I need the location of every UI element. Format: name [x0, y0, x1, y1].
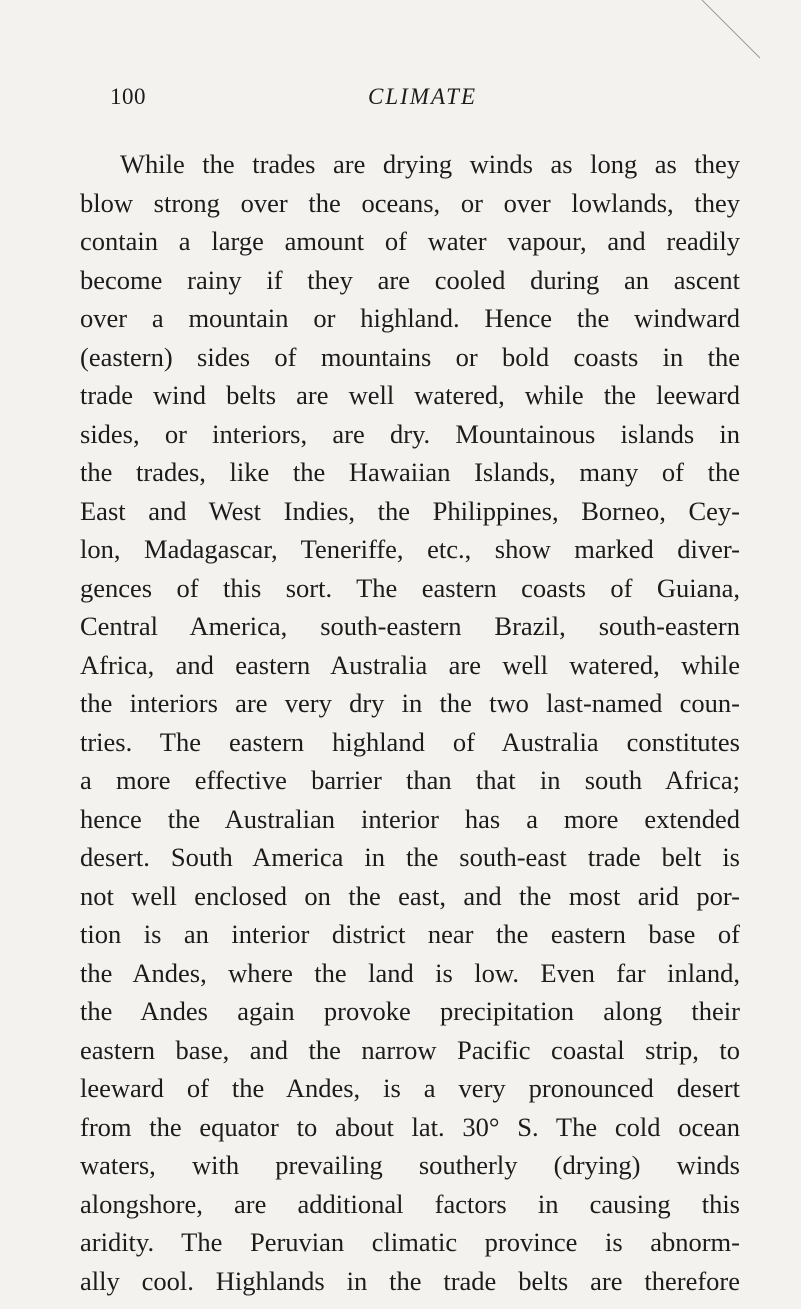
text-line: from the equator to about lat. 30° S. The cold ocean	[80, 1111, 740, 1142]
text-line: While the trades are drying winds as long as they	[120, 149, 740, 179]
text-line: over a mountain or highland. Hence the windward	[80, 303, 740, 333]
text-line: alongshore, are additional factors in causing this	[80, 1188, 740, 1219]
text-line: contain a large amount of water vapour, and readily	[80, 226, 740, 256]
page-header	[110, 84, 740, 114]
text-line: ally cool. Highlands in the trade belts are therefore	[80, 1265, 740, 1296]
text-line: desert. South America in the south-east trade belt is	[80, 842, 740, 872]
text-line: eastern base, and the narrow Pacific coastal strip, to	[80, 1034, 740, 1065]
page-number: 100	[110, 84, 146, 109]
text-line: tries. The eastern highland of Australia constitutes	[80, 726, 740, 757]
text-line: East and West Indies, the Philippines, Borneo, Cey-	[80, 495, 740, 526]
text-line: sides, or interiors, are dry. Mountainous islands in	[80, 418, 740, 449]
page-corner-fold-line	[690, 0, 800, 60]
text-line: Africa, and eastern Australia are well watered, while	[80, 649, 740, 680]
text-line: the interiors are very dry in the two last-named coun-	[80, 688, 740, 718]
text-line: the trades, like the Hawaiian Islands, many of the	[80, 457, 740, 487]
text-line: gences of this sort. The eastern coasts of Guiana,	[80, 572, 740, 603]
text-line: blow strong over the oceans, or over lowlands, they	[80, 187, 740, 218]
text-line: leeward of the Andes, is a very pronounced desert	[80, 1073, 740, 1103]
text-line: lon, Madagascar, Teneriffe, etc., show marked diver-	[80, 534, 740, 564]
body-paragraph	[80, 145, 740, 1300]
running-title: CLIMATE	[368, 84, 477, 109]
text-line: become rainy if they are cooled during an ascent	[80, 264, 740, 295]
text-line: the Andes again provoke precipitation along their	[80, 996, 740, 1026]
text-line: hence the Australian interior has a more extended	[80, 803, 740, 834]
text-line: (eastern) sides of mountains or bold coasts in the	[80, 341, 740, 372]
text-line: not well enclosed on the east, and the most arid por-	[80, 880, 740, 911]
text-line: a more effective barrier than that in south Africa;	[80, 765, 740, 795]
text-line: waters, with prevailing southerly (drying) winds	[80, 1150, 740, 1180]
text-line: aridity. The Peruvian climatic province is abnorm-	[80, 1227, 740, 1257]
text-line: trade wind belts are well watered, while the leeward	[80, 380, 740, 410]
text-line: the Andes, where the land is low. Even far inland,	[80, 957, 740, 988]
text-line: tion is an interior district near the eastern base of	[80, 919, 740, 949]
text-line: Central America, south-eastern Brazil, south-eastern	[80, 611, 740, 641]
